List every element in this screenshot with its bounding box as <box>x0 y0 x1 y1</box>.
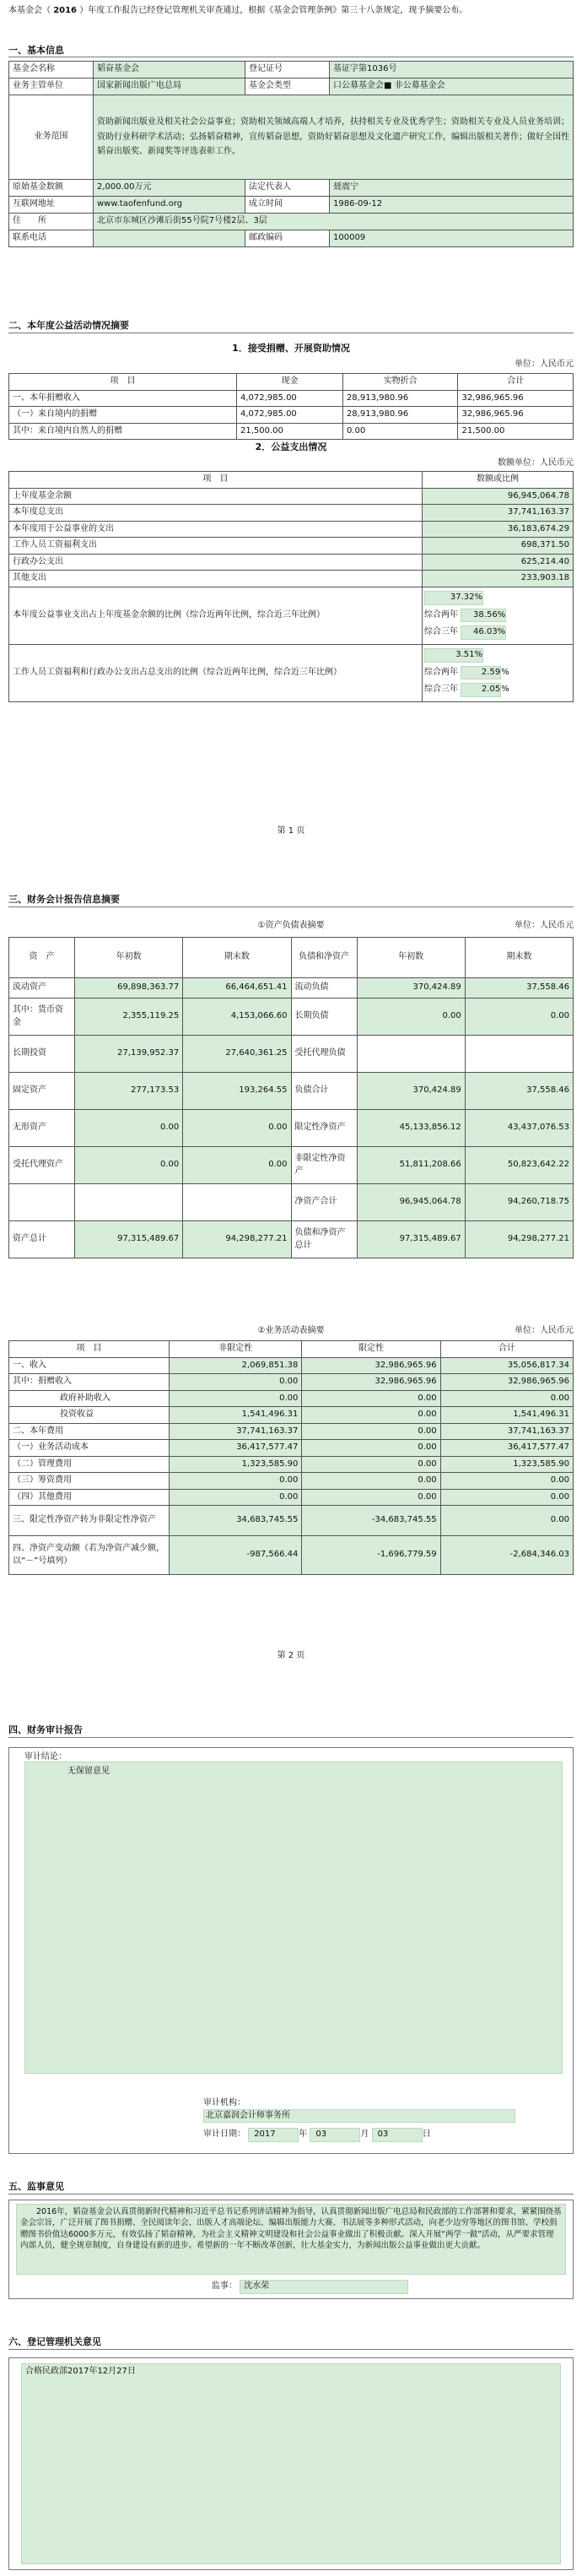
table-cell: 32,986,965.96 <box>440 1374 573 1391</box>
table-cell: 基金会类型 <box>245 78 330 95</box>
table-cell: 现金 <box>237 374 343 391</box>
table-cell: 94,298,277.21 <box>465 1221 573 1258</box>
unit-label-4: 单位：人民币元 <box>515 1326 574 1335</box>
table-cell: 370,424.89 <box>357 978 465 998</box>
table-cell: 35,056,817.34 <box>440 1357 573 1374</box>
supervisor-opinion: 2016年，韬奋基金会认真贯彻新时代精神和习近平总书记系列讲话精神为指导，认真贯彻新闻出版广电总局和民政部的工作部署和要求，紧紧围绕基金会宗旨，广泛开展了图书捐赠、全民阅读年会、出版人才高端论坛、编辑出版能力大赛、书法展等多种形式活动，向老少边穷等地区的图书馆、学校捐赠图书价值达6000多万元，有效弘扬了韬奋精神，为社会主义精神文明建设和社会公益事业做出了积极贡献。深入开展“两学一做”活动，从严要求管理内部人员，健全规章制度，自身建设有新的进步。希望新的一年不断改革创新，壮大基金实力，为新闻出版公益事业做出更大贡献。 <box>16 2204 566 2275</box>
table-cell: 66,464,651.41 <box>183 978 291 998</box>
table-cell: 年初数 <box>75 938 183 978</box>
table-cell: 一、本年捐赠收入 <box>9 390 237 407</box>
table-cell <box>94 230 245 247</box>
table-cell: 业务主管单位 <box>9 78 94 95</box>
table-cell: 本年度公益事业支出占上年度基金余额的比例（综合近两年比例，综合近三年比例） <box>9 587 423 644</box>
table-cell: 长期投资 <box>9 1036 75 1073</box>
table-cell: 34,683,745.55 <box>170 1506 302 1536</box>
table-cell: 69,898,363.77 <box>75 978 183 998</box>
table-cell: 法定代表人 <box>245 180 330 197</box>
unit-label-2: 数额单位：人民币元 <box>498 458 574 468</box>
table-cell: 1,323,585.90 <box>170 1456 302 1473</box>
table-cell: 21,500.00 <box>458 423 574 440</box>
table-cell: 口公募基金会■ 非公募基金会 <box>330 78 574 95</box>
audit-opinion: 无保留意见 <box>24 1762 563 2074</box>
table-cell: 28,913,980.96 <box>342 390 458 407</box>
registry-opinion: 合格民政部2017年12月27日 <box>21 2363 561 2564</box>
table-cell: 0.00 <box>75 1110 183 1147</box>
section-2-title: 二、本年度公益活动情况摘要 <box>8 320 129 331</box>
table-cell: 合计 <box>440 1341 573 1358</box>
table-cell: -2,684,346.03 <box>440 1536 573 1575</box>
table-cell: 193,264.55 <box>183 1073 291 1110</box>
balance-sheet-table <box>8 937 574 1258</box>
table-cell: 0.00 <box>302 1473 440 1490</box>
table-cell: 233,903.18 <box>423 571 574 587</box>
table-cell: 0.00 <box>183 1110 291 1147</box>
table-cell: 国家新闻出版广电总局 <box>94 78 245 95</box>
supervisor-box: 2016年，韬奋基金会认真贯彻新时代精神和习近平总书记系列讲话精神为指导，认真贯彻新闻出版广电总局和民政部的工作部署和要求，紧紧围绕基金会宗旨，广泛开展了图书捐赠、全民阅读年会、出版人才高端论坛、编辑出版能力大赛、书法展等多种形式活动，向老少边穷等地区的图书馆、学校捐赠图书价值达6000多万元，有效弘扬了韬奋精神，为社会主义精神文明建设和社会公益事业做出了积极贡献。深入开展“两学一做”活动，从严要求管理内部人员，健全规章制度，自身建设有新的进步。希望新的一年不断改革创新，壮大基金实力，为新闻出版公益事业做出更大贡献。 监事： 沈水荣 <box>8 2200 574 2299</box>
section-3-title: 三、财务会计报告信息摘要 <box>8 894 120 905</box>
table-cell: 行政办公支出 <box>9 554 423 571</box>
table-cell: 0.00 <box>170 1374 302 1391</box>
table-cell: 94,298,277.21 <box>183 1221 291 1258</box>
table-cell: 21,500.00 <box>237 423 343 440</box>
table-cell: 登记证号 <box>245 62 330 78</box>
audit-org: 北京嘉润会计师事务所 <box>203 2109 515 2123</box>
table-cell: 基金会名称 <box>9 62 94 78</box>
page-number-2: 第 2 页 <box>277 1651 305 1660</box>
table-cell: 长期负债 <box>291 998 357 1036</box>
table-cell: 资产总计 <box>9 1221 75 1258</box>
table-cell: 其中：货币资金 <box>9 998 75 1036</box>
table-cell: 0.00 <box>170 1390 302 1407</box>
table-cell: 邮政编码 <box>245 230 330 247</box>
table-cell: 0.00 <box>440 1506 573 1536</box>
table-cell: 资助新闻出版业及相关社会公益事业；资助相关领域高端人才培养，扶持相关专业及优秀学生；资助相关专业及人员业务培训；资助行业科研学术活动；弘扬韬奋精神，宣传韬奋思想，资助好韬奋思想及文化遗产研究工作，编辑出版相关著作；做好全国性韬奋出版奖、新闻奖等评选表彰工作。 <box>94 95 574 180</box>
table-cell: 成立时间 <box>245 197 330 214</box>
table-cell: 0.00 <box>302 1407 440 1424</box>
table-cell: 一、收入 <box>9 1357 170 1374</box>
table-cell: 本年度用于公益事业的支出 <box>9 521 423 538</box>
section-1-title: 一、基本信息 <box>8 45 64 56</box>
table-cell: 27,139,952.37 <box>75 1036 183 1073</box>
table-cell: 1,323,585.90 <box>440 1456 573 1473</box>
table-cell: 项 目 <box>9 374 237 391</box>
table-cell: 互联网地址 <box>9 197 94 214</box>
table-cell: 二、本年费用 <box>9 1423 170 1440</box>
table-cell: （二）管理费用 <box>9 1456 170 1473</box>
table-cell: 277,173.53 <box>75 1073 183 1110</box>
table-cell: 基证字第1036号 <box>330 62 574 78</box>
table-cell: 0.00 <box>342 423 458 440</box>
table-cell: 94,260,718.75 <box>465 1184 573 1221</box>
table-cell: 三、限定性净资产转为非限定性净资产 <box>9 1506 170 1536</box>
table-cell: 工作人员工资福利和行政办公支出占总支出的比例（综合近两年比例，综合近三年比例） <box>9 644 423 701</box>
section-6-title: 六、登记管理机关意见 <box>8 2336 101 2347</box>
table-cell: 36,417,577.47 <box>440 1440 573 1457</box>
table-cell: 其他支出 <box>9 571 423 587</box>
table-cell: 3.51% 综合两年 2.59% 综合三年 2.05% <box>423 644 574 701</box>
table-cell <box>75 1184 183 1221</box>
table-cell: 100009 <box>330 230 574 247</box>
table-cell: 96,945,064.78 <box>423 488 574 505</box>
table-cell: 0.00 <box>440 1489 573 1506</box>
table-cell: 上年度基金余额 <box>9 488 423 505</box>
table-cell: 1,541,496.31 <box>440 1407 573 1424</box>
table-cell: 负债和净资产总计 <box>291 1221 357 1258</box>
table-cell <box>183 1184 291 1221</box>
unit-label: 单位：人民币元 <box>515 360 574 369</box>
table-cell: 0.00 <box>440 1390 573 1407</box>
expense-table <box>8 471 574 702</box>
table-cell: 期末数 <box>465 938 573 978</box>
table-cell: 其中：捐赠收入 <box>9 1374 170 1391</box>
table-cell: 原始基金数额 <box>9 180 94 197</box>
table-cell: 流动负债 <box>291 978 357 998</box>
expense-subtitle: 2．公益支出情况 <box>255 441 327 452</box>
table-cell: 0.00 <box>465 998 573 1036</box>
table-cell: 4,072,985.00 <box>237 407 343 424</box>
table-cell: 聂震宁 <box>330 180 574 197</box>
table-cell: 流动资产 <box>9 978 75 998</box>
table-cell: 97,315,489.67 <box>75 1221 183 1258</box>
table-cell: 45,133,856.12 <box>357 1110 465 1147</box>
table-cell: 实物折合 <box>342 374 458 391</box>
table-cell: -987,566.44 <box>170 1536 302 1575</box>
table-cell: 1,541,496.31 <box>170 1407 302 1424</box>
table-cell: 其中：来自境内自然人的捐赠 <box>9 423 237 440</box>
table-cell: -34,683,745.55 <box>302 1506 440 1536</box>
table-cell: 0.00 <box>183 1147 291 1184</box>
table-cell: -1,696,779.59 <box>302 1536 440 1575</box>
table-cell: 期末数 <box>183 938 291 978</box>
table-cell: 投资收益 <box>9 1407 170 1424</box>
table-cell <box>465 1036 573 1073</box>
table-cell: 0.00 <box>302 1456 440 1473</box>
table-cell: 32,986,965.96 <box>302 1374 440 1391</box>
donation-table <box>8 373 574 440</box>
audit-date: 审计日期： 2017 年 03 月 03 日 <box>203 2128 431 2142</box>
page-number-1: 第 1 页 <box>277 826 305 836</box>
table-cell: 业务范围 <box>9 95 94 180</box>
table-cell: 28,913,980.96 <box>342 407 458 424</box>
table-cell: 受托代理负债 <box>291 1036 357 1073</box>
table-cell <box>357 1036 465 1073</box>
table-cell: 0.00 <box>302 1390 440 1407</box>
table-cell: 36,183,674.29 <box>423 521 574 538</box>
table-cell: 北京市东城区沙滩后街55号院7号楼2层、3层 <box>94 214 574 230</box>
table-cell: （一）业务活动成本 <box>9 1440 170 1457</box>
table-cell: 合计 <box>458 374 574 391</box>
table-cell: 资 产 <box>9 938 75 978</box>
unit-label-3: 单位：人民币元 <box>515 921 574 930</box>
table-cell: 625,214.40 <box>423 554 574 571</box>
table-cell: 0.00 <box>170 1489 302 1506</box>
table-cell: 0.00 <box>302 1440 440 1457</box>
table-cell: 1986-09-12 <box>330 197 574 214</box>
audit-box: 审计结论： 无保留意见 审计机构： 北京嘉润会计师事务所 审计日期： 2017 年 03 月 03 日 <box>8 1747 574 2154</box>
table-cell: 0.00 <box>440 1473 573 1490</box>
table-cell: 32,986,965.96 <box>458 390 574 407</box>
activity-table <box>8 1340 574 1575</box>
table-cell: （四）其他费用 <box>9 1489 170 1506</box>
balance-subtitle: ①资产负债表摘要 <box>257 921 325 930</box>
section-4-title: 四、财务审计报告 <box>8 1724 83 1735</box>
table-cell: 2,069,851.38 <box>170 1357 302 1374</box>
registry-box <box>8 2357 574 2570</box>
table-cell: 项 目 <box>9 472 423 489</box>
table-cell: 37,741,163.37 <box>423 505 574 522</box>
table-cell: 32,986,965.96 <box>302 1357 440 1374</box>
table-cell: 0.00 <box>302 1423 440 1440</box>
table-cell: www.taofenfund.org <box>94 197 245 214</box>
table-cell: 37,558.46 <box>465 1073 573 1110</box>
table-cell: 项 目 <box>9 1341 170 1358</box>
table-cell: 4,153,066.60 <box>183 998 291 1036</box>
table-cell: 非限定性 <box>170 1341 302 1358</box>
table-cell: 数额或比例 <box>423 472 574 489</box>
table-cell: 96,945,064.78 <box>357 1184 465 1221</box>
table-cell: 698,371.50 <box>423 538 574 555</box>
table-cell: 37,558.46 <box>465 978 573 998</box>
table-cell: 0.00 <box>75 1147 183 1184</box>
table-cell: （三）筹资费用 <box>9 1473 170 1490</box>
table-cell: 0.00 <box>170 1473 302 1490</box>
table-cell: 36,417,577.47 <box>170 1440 302 1457</box>
table-cell: 无形资产 <box>9 1110 75 1147</box>
table-cell <box>9 1184 75 1221</box>
table-cell: 370,424.89 <box>357 1073 465 1110</box>
donation-subtitle: 1．接受捐赠、开展资助情况 <box>232 343 350 354</box>
table-cell: 固定资产 <box>9 1073 75 1110</box>
table-cell: 非限定性净资产 <box>291 1147 357 1184</box>
table-cell: 净资产合计 <box>291 1184 357 1221</box>
table-cell: 年初数 <box>357 938 465 978</box>
table-cell: （一）来自境内的捐赠 <box>9 407 237 424</box>
table-cell: 37,741,163.37 <box>440 1423 573 1440</box>
table-cell: 37.32% 综合两年 38.56% 综合三年 46.03% <box>423 587 574 644</box>
table-cell: 政府补助收入 <box>9 1390 170 1407</box>
table-cell: 住 所 <box>9 214 94 230</box>
table-cell: 负债合计 <box>291 1073 357 1110</box>
table-cell: 0.00 <box>357 998 465 1036</box>
activity-subtitle: ②业务活动表摘要 <box>257 1326 325 1335</box>
table-cell: 50,823,642.22 <box>465 1147 573 1184</box>
table-cell: 工作人员工资福利支出 <box>9 538 423 555</box>
intro: 本基金会（ 2016 ）年度工作报告已经登记管理机关审查通过，根据《基金会管理条例》第三十八条规定，现予摘要公布。 <box>8 6 468 15</box>
table-cell: 负债和净资产 <box>291 938 357 978</box>
table-cell: 2,355,119.25 <box>75 998 183 1036</box>
table-cell: 0.00 <box>302 1489 440 1506</box>
table-cell: 4,072,985.00 <box>237 390 343 407</box>
table-cell: 2,000.00万元 <box>94 180 245 197</box>
supervisor-name: 沈水荣 <box>240 2280 408 2294</box>
table-cell: 32,986,965.96 <box>458 407 574 424</box>
basic-info-table <box>8 61 574 247</box>
table-cell: 韬奋基金会 <box>94 62 245 78</box>
table-cell: 联系电话 <box>9 230 94 247</box>
table-cell: 51,811,208.66 <box>357 1147 465 1184</box>
table-cell: 37,741,163.37 <box>170 1423 302 1440</box>
table-cell: 限定性 <box>302 1341 440 1358</box>
section-5-title: 五、监事意见 <box>8 2181 64 2192</box>
table-cell: 27,640,361.25 <box>183 1036 291 1073</box>
table-cell: 受托代理资产 <box>9 1147 75 1184</box>
table-cell: 四、净资产变动额（若为净资产减少额，以“－”号填列） <box>9 1536 170 1575</box>
table-cell: 97,315,489.67 <box>357 1221 465 1258</box>
table-cell: 本年度总支出 <box>9 505 423 522</box>
table-cell: 43,437,076.53 <box>465 1110 573 1147</box>
table-cell: 限定性净资产 <box>291 1110 357 1147</box>
